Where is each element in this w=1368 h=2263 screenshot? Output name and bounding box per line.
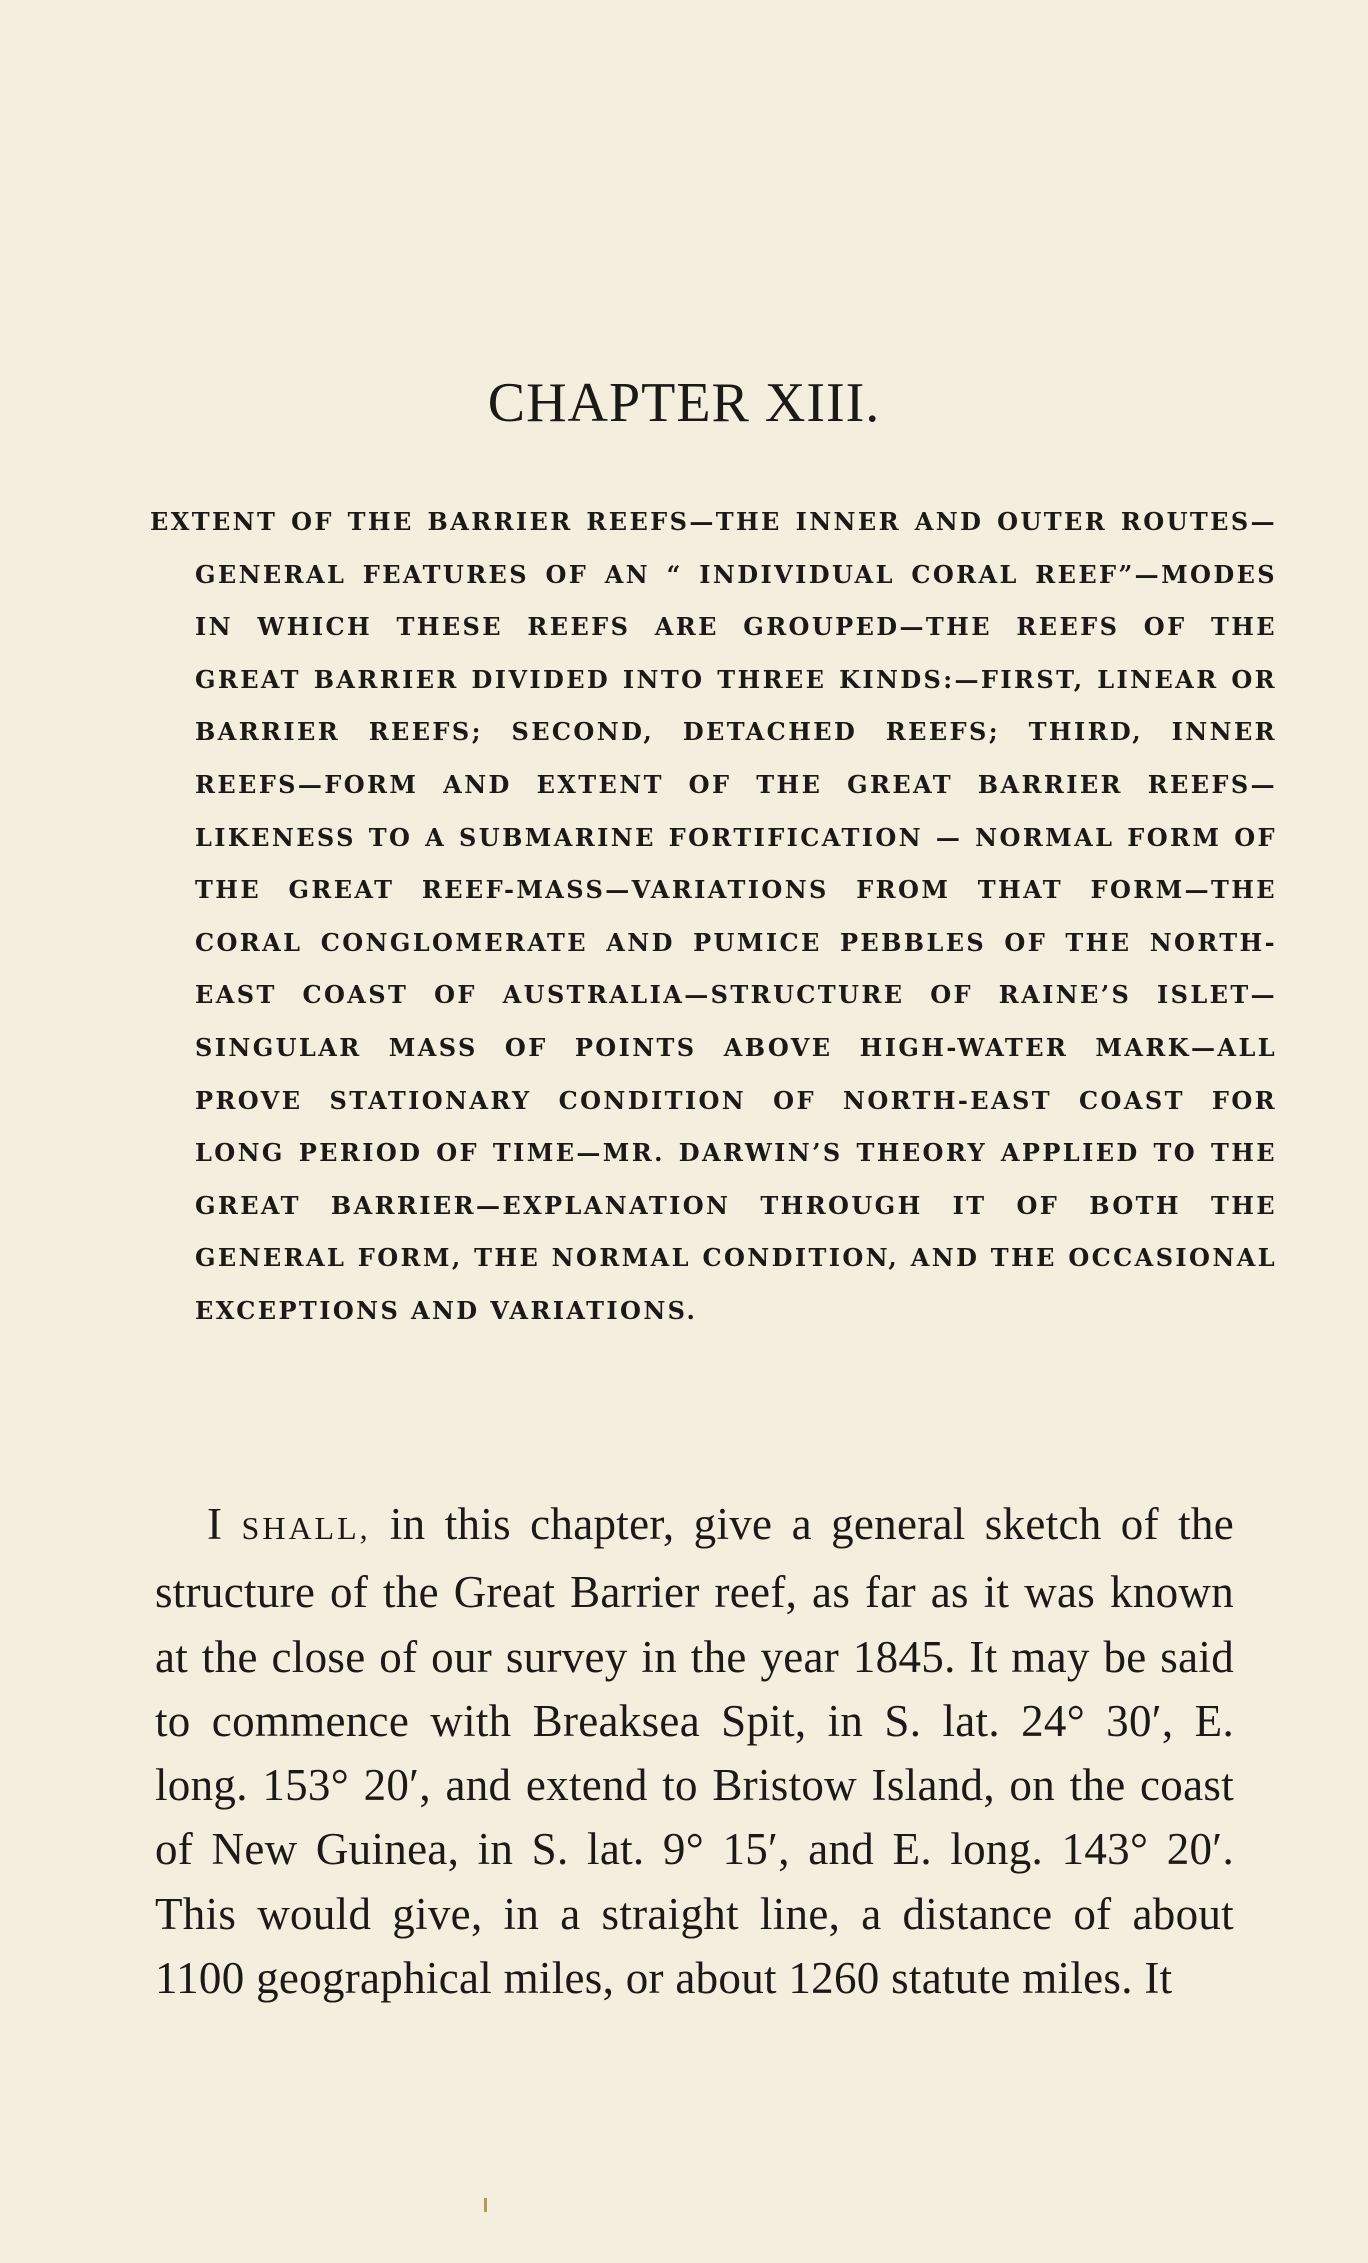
lead-smallcaps: SHALL, — [241, 1510, 371, 1546]
body-paragraph — [155, 1492, 1234, 2010]
chapter-synopsis: EXTENT OF THE BARRIER REEFS—THE INNER AND OUTER ROUTES—GENERAL FEATURES OF AN “ INDIVIDUAL CORAL REEF”—MODES IN WHICH THESE REEFS ARE GROUPED—THE REEFS OF THE GREAT BARRIER DIVIDED INTO THREE KINDS:—FIRST, LINEAR OR BARRIER REEFS; SECOND, DETACHED REEFS; THIRD, INNER REEFS—FORM AND EXTENT OF THE GREAT BARRIER REEFS—LIKENESS TO A SUBMARINE FORTIFICATION — NORMAL FORM OF THE GREAT REEF-MASS—VARIATIONS FROM THAT FORM—THE CORAL CONGLOMERATE AND PUMICE PEBBLES OF THE NORTH-EAST COAST OF AUSTRALIA—STRUCTURE OF RAINE’S ISLET—SINGULAR MASS OF POINTS ABOVE HIGH-WATER MARK—ALL PROVE STATIONARY CONDITION OF NORTH-EAST COAST FOR LONG PERIOD OF TIME—MR. DARWIN’S THEORY APPLIED TO THE GREAT BARRIER—EXPLANATION THROUGH IT OF BOTH THE GENERAL FORM, THE NORMAL CONDITION, AND THE OCCASIONAL EXCEPTIONS AND VARIATIONS. — [150, 507, 1277, 1325]
lead-initial: I — [207, 1499, 242, 1549]
body-text: in this chapter, give a general sketch of the structure of the Great Barrier reef, as far as it was known at the close of our survey in the year 1845. It may be said to commence with Breaksea Spit, in S. lat. 24° 30′, E. long. 153° 20′, and extend to Bristow Island, on the coast of New Guinea, in S. lat. 9° 15′, and E. long. 143° 20′. This would give, in a straight line, a distance of about 1100 geographical miles, or about 1260 statute miles. It — [155, 1499, 1235, 2004]
printer-mark — [484, 2198, 487, 2212]
chapter-title: CHAPTER XIII. — [487, 372, 881, 434]
